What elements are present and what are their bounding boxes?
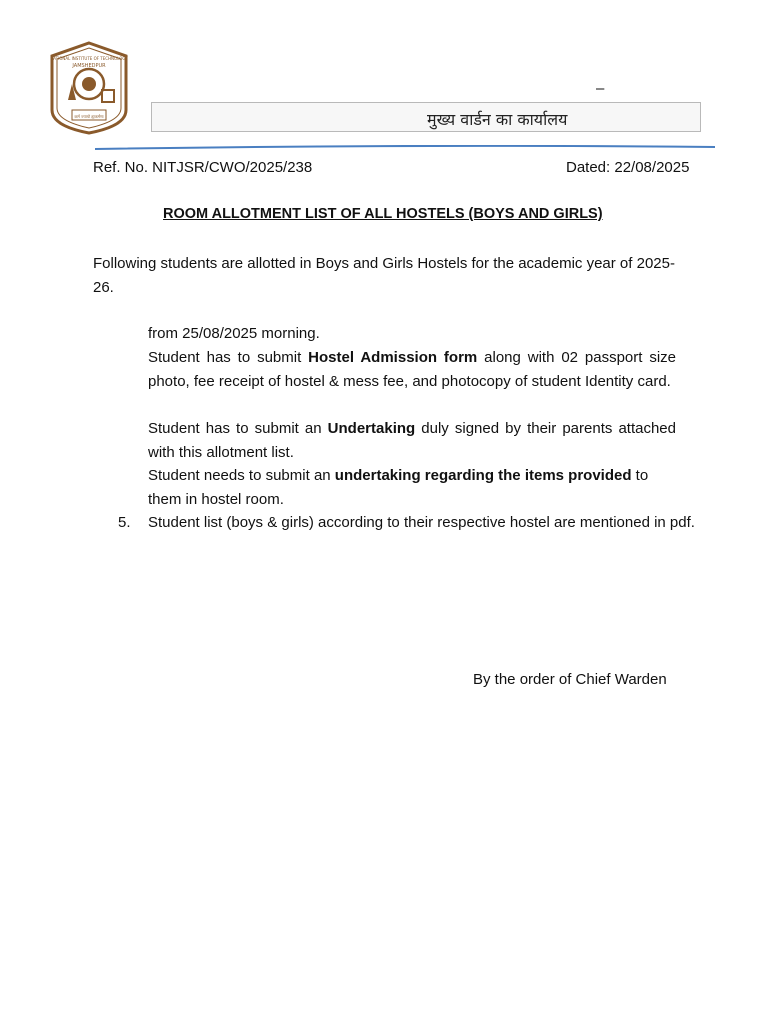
point-start-date-text: from 25/08/2025 morning. <box>148 325 320 342</box>
point-admission-text-c: along with 02 passport size photo, fee receipt of hostel & mess fee, and photocopy of student Identity card. <box>148 349 676 390</box>
document-date: Dated: 22/08/2025 <box>566 159 690 176</box>
reference-number: Ref. No. NITJSR/CWO/2025/238 <box>93 159 313 176</box>
undertaking-emphasis: Undertaking <box>327 420 416 437</box>
admission-form-emphasis: Hostel Admission form <box>308 349 478 366</box>
point-undertaking-text-c: duly signed by their parents attached with this allotment list. <box>148 420 676 461</box>
point-undertaking <box>148 417 676 464</box>
institute-logo <box>46 40 132 136</box>
point-number-5: 5. <box>118 514 131 531</box>
point-student-list: Student list (boys & girls) according to their respective hostel are mentioned in pdf. <box>148 514 695 531</box>
point-admission-text-a: Student has to submit <box>148 349 309 366</box>
point-admission-form <box>148 346 676 393</box>
office-title-box <box>151 102 701 132</box>
point-undertaking-text-a: Student has to submit an <box>148 420 328 437</box>
point-items-text-c: to them in hostel room. <box>148 467 649 508</box>
signature-line: By the order of Chief Warden <box>473 671 667 688</box>
header-rule <box>95 145 715 151</box>
logo-text-top: NATIONAL INSTITUTE OF TECHNOLOGY <box>50 56 128 61</box>
logo-text-city: JAMSHEDPUR <box>72 63 106 69</box>
point-start-date <box>148 322 676 346</box>
header-dash: – <box>596 80 605 97</box>
point-items-text-a: Student needs to submit an <box>148 467 335 484</box>
logo-text-bottom: कर्म ज्यायो ह्यकर्मणः <box>74 114 104 119</box>
document-heading: ROOM ALLOTMENT LIST OF ALL HOSTELS (BOYS AND GIRLS) <box>163 206 603 222</box>
point-items-provided <box>148 464 676 511</box>
items-provided-emphasis: undertaking regarding the items provided <box>334 467 632 484</box>
office-title: मुख्य वार्डन का कार्यालय <box>427 110 568 129</box>
intro-paragraph: Following students are allotted in Boys and Girls Hostels for the academic year of 2025-26. <box>93 255 675 296</box>
